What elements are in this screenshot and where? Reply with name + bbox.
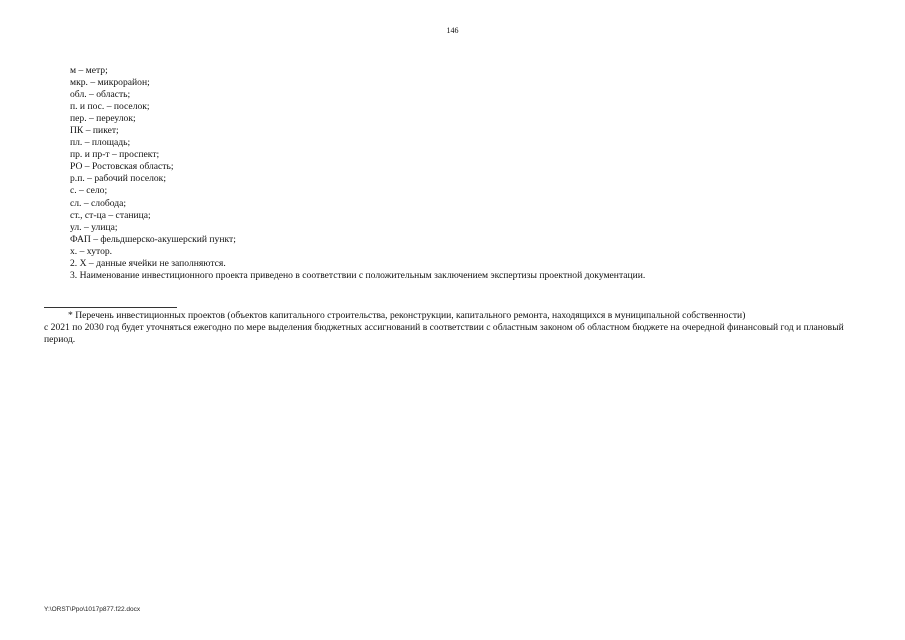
footnote-separator bbox=[44, 307, 177, 308]
file-path: Y:\ORST\Ppo\1017p877.f22.docx bbox=[44, 606, 141, 613]
list-item: мкр. – микрорайон; bbox=[70, 77, 150, 89]
list-item: ФАП – фельдшерско-акушерский пункт; bbox=[70, 233, 236, 245]
abbreviation-list bbox=[70, 65, 645, 282]
footnote bbox=[44, 310, 864, 347]
list-item: РО – Ростовская область; bbox=[70, 161, 174, 173]
list-item: пр. и пр-т – проспект; bbox=[70, 149, 160, 161]
footnote-text: с 2021 по 2030 год будет уточняться ежегодно по мере выделения бюджетных ассигнований в соответствии с областным законом об областном бюджете на очередной финансовый год и плановый период. bbox=[44, 322, 844, 346]
list-item: м – метр; bbox=[70, 65, 108, 76]
list-item: ул. – улица; bbox=[70, 221, 118, 233]
list-item: х. – хутор. bbox=[70, 245, 113, 257]
list-item: ПК – пикет; bbox=[70, 125, 119, 137]
footnote-first-line: * Перечень инвестиционных проектов (объектов капитального строительства, реконструкции, капитального ремонта, находящихся в муниципальной собственности) bbox=[68, 310, 746, 321]
list-item: пер. – переулок; bbox=[70, 113, 136, 125]
list-item: п. и пос. – поселок; bbox=[70, 101, 150, 113]
list-item: пл. – площадь; bbox=[70, 137, 131, 149]
list-item: ст., ст-ца – станица; bbox=[70, 209, 151, 221]
list-item: с. – село; bbox=[70, 185, 108, 197]
page-number: 146 bbox=[446, 26, 459, 35]
list-item: р.п. – рабочий поселок; bbox=[70, 173, 167, 185]
list-item: сл. – слобода; bbox=[70, 197, 127, 209]
note-item: 3. Наименование инвестиционного проекта приведено в соответствии с положительным заключением экспертизы проектной документации. bbox=[70, 269, 646, 281]
list-item: обл. – область; bbox=[70, 89, 131, 101]
note-item: 2. Х – данные ячейки не заполняются. bbox=[70, 257, 226, 269]
